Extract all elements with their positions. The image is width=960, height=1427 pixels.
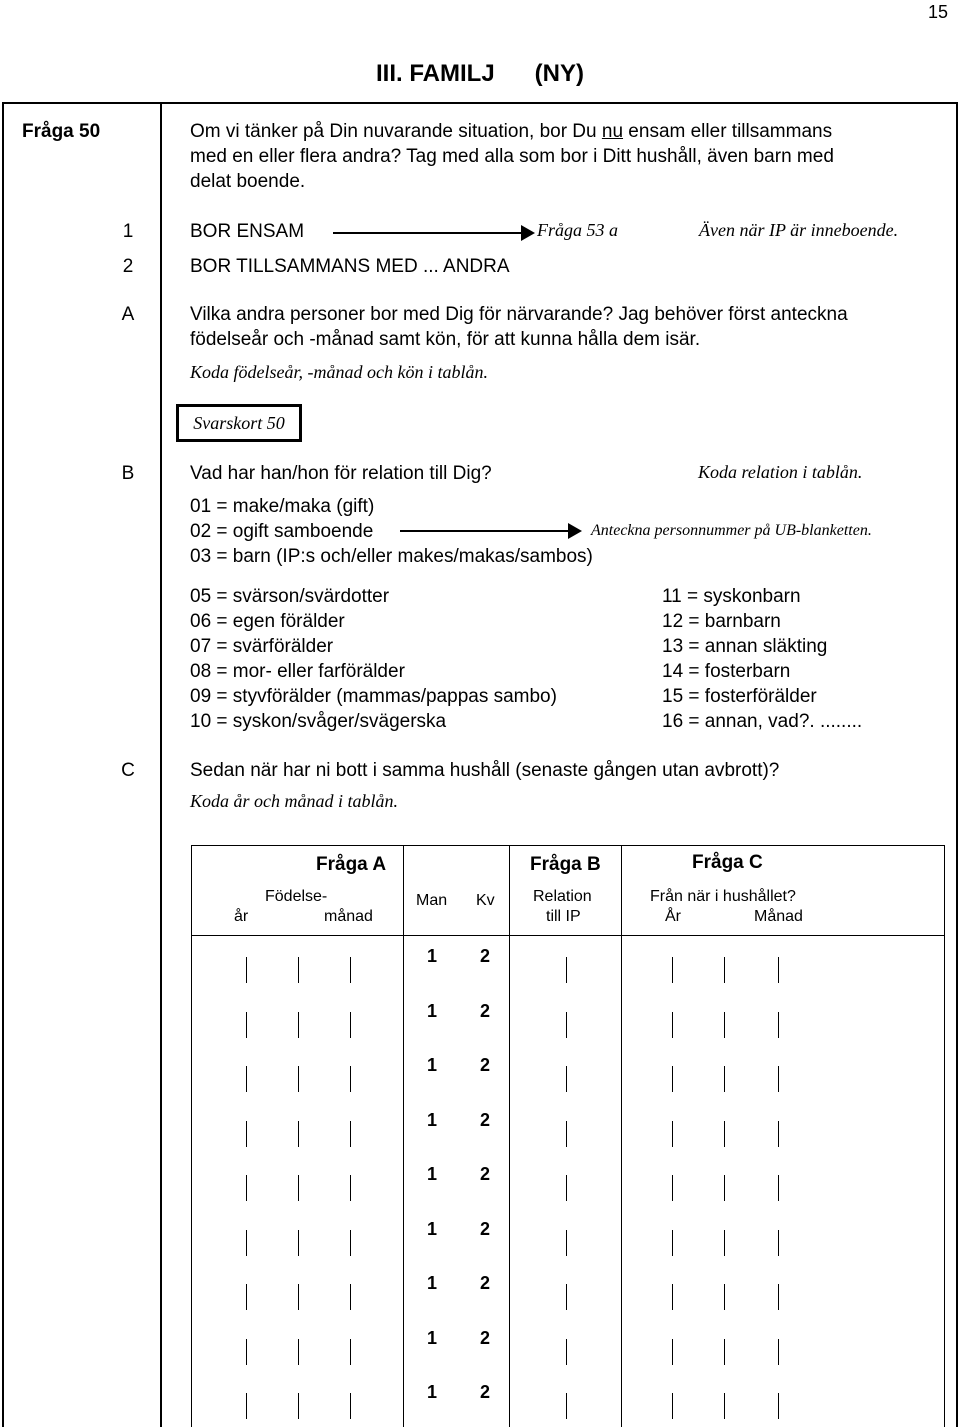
arrow-right-icon [333, 232, 533, 234]
title-suffix: (NY) [534, 60, 584, 87]
gender-option-kv[interactable]: 2 [480, 1327, 491, 1348]
table-header-a: Fråga A [316, 854, 387, 875]
entry-box-divider [350, 1175, 351, 1201]
intro-text-post: ensam eller tillsammans [623, 121, 833, 142]
gender-option-kv[interactable]: 2 [480, 1164, 491, 1184]
entry-box-divider [350, 1230, 351, 1256]
birth-month-label: månad [324, 908, 373, 925]
entry-box-divider [778, 1175, 779, 1201]
option-1-goto: Fråga 53 a [537, 220, 618, 240]
gender-option-kv[interactable]: 2 [480, 1055, 491, 1075]
entry-box-divider [778, 1121, 779, 1147]
intro-text-pre: Om vi tänker på Din nuvarande situation, bor Du [190, 121, 602, 142]
entry-box-divider [724, 1066, 725, 1092]
section-c-question: Sedan när har ni bott i samma hushåll (senaste gången utan avbrott)? [190, 760, 780, 781]
section-a-line-2: födelseår och -månad samt kön, för att kunna hålla dem isär. [190, 329, 701, 350]
relation-label-1: Relation [533, 888, 592, 905]
entry-box-divider [778, 1284, 779, 1310]
option-2-text: BOR TILLSAMMANS MED ... ANDRA [190, 256, 510, 277]
gender-option-man[interactable]: 1 [427, 1055, 438, 1075]
entry-box-divider [298, 1175, 299, 1201]
table-header-b: Fråga B [530, 854, 601, 875]
entry-box-divider [298, 1284, 299, 1310]
gender-option-kv[interactable]: 2 [480, 1273, 491, 1293]
entry-box-divider [778, 957, 779, 983]
entry-box-divider [566, 1339, 567, 1365]
question-label: Fråga 50 [22, 121, 101, 142]
entry-box-divider [298, 957, 299, 983]
column-divider [160, 102, 162, 1427]
entry-box-divider [246, 1284, 247, 1310]
entry-box-divider [246, 1230, 247, 1256]
relation-code-07: 07 = svärförälder [190, 636, 334, 657]
entry-box-divider [246, 1393, 247, 1419]
table-divider-mankv-relation [509, 845, 510, 1427]
table-divider-a-b [403, 845, 404, 1427]
section-b-question: Vad har han/hon för relation till Dig? [190, 463, 492, 484]
entry-box-divider [246, 1175, 247, 1201]
section-c-instruction: Koda år och månad i tablån. [190, 791, 399, 811]
section-a-line-1: Vilka andra personer bor med Dig för närvarande? Jag behöver först anteckna [190, 304, 848, 325]
birth-label: Födelse- [265, 888, 328, 905]
entry-box-divider [672, 1339, 673, 1365]
entry-box-divider [566, 957, 567, 983]
section-c-label: C [121, 760, 135, 781]
entry-box-divider [298, 1230, 299, 1256]
entry-box-divider [672, 957, 673, 983]
page-title [0, 60, 960, 88]
entry-box-divider [350, 1284, 351, 1310]
entry-box-divider [246, 957, 247, 983]
entry-box-divider [246, 1012, 247, 1038]
relation-code-01: 01 = make/maka (gift) [190, 496, 375, 517]
relation-label-2: till IP [546, 908, 581, 925]
option-1-text: BOR ENSAM [190, 221, 305, 242]
relation-code-16: 16 = annan, vad?. ........ [662, 711, 863, 732]
entry-box-divider [298, 1012, 299, 1038]
section-b-instruction: Koda relation i tablån. [698, 462, 863, 482]
entry-box-divider [566, 1230, 567, 1256]
entry-box-divider [672, 1393, 673, 1419]
entry-box-divider [724, 957, 725, 983]
relation-code-12: 12 = barnbarn [662, 611, 781, 632]
entry-box-divider [566, 1066, 567, 1092]
relation-code-15: 15 = fosterförälder [662, 686, 817, 707]
since-label: Från när i hushållet? [650, 888, 796, 905]
entry-box-divider [724, 1012, 725, 1038]
relation-code-10: 10 = syskon/svåger/svägerska [190, 711, 447, 732]
option-2-code: 2 [122, 256, 134, 277]
section-a-label: A [121, 304, 135, 325]
entry-box-divider [724, 1393, 725, 1419]
gender-option-man[interactable]: 1 [427, 1382, 438, 1402]
relation-code-05: 05 = svärson/svärdotter [190, 586, 390, 607]
intro-line-3: delat boende. [190, 171, 306, 192]
since-year-label: År [665, 908, 681, 925]
entry-box-divider [778, 1393, 779, 1419]
gender-option-man[interactable]: 1 [427, 1218, 438, 1239]
gender-option-man[interactable]: 1 [427, 946, 438, 966]
table-header-c: Fråga C [692, 852, 763, 873]
since-month-label: Månad [754, 908, 803, 925]
entry-box-divider [566, 1121, 567, 1147]
relation-code-03: 03 = barn (IP:s och/eller makes/makas/sambos) [190, 546, 593, 567]
entry-box-divider [298, 1339, 299, 1365]
entry-box-divider [724, 1175, 725, 1201]
page-number: 15 [927, 2, 948, 22]
entry-box-divider [566, 1393, 567, 1419]
entry-box-divider [778, 1230, 779, 1256]
entry-box-divider [350, 1066, 351, 1092]
entry-box-divider [566, 1012, 567, 1038]
option-1-code: 1 [122, 221, 134, 242]
answer-table [191, 845, 945, 1427]
section-a-instruction: Koda födelseår, -månad och kön i tablån. [190, 362, 488, 382]
entry-box-divider [350, 1393, 351, 1419]
arrow-right-icon [400, 530, 580, 532]
entry-box-divider [350, 1012, 351, 1038]
entry-box-divider [298, 1393, 299, 1419]
relation-code-06: 06 = egen förälder [190, 611, 345, 632]
entry-box-divider [672, 1066, 673, 1092]
gender-option-kv[interactable]: 2 [480, 1382, 491, 1402]
relation-code-11: 11 = syskonbarn [662, 586, 801, 607]
entry-box-divider [566, 1175, 567, 1201]
entry-box-divider [778, 1012, 779, 1038]
intro-text-underlined: nu [601, 121, 624, 142]
gender-option-man[interactable]: 1 [427, 1109, 438, 1130]
section-b-label: B [121, 463, 135, 484]
man-label: Man [416, 892, 448, 909]
answer-card-box: Svarskort 50 [176, 404, 302, 442]
entry-box-divider [350, 1339, 351, 1365]
kv-label: Kv [476, 892, 495, 909]
table-divider-b-c [621, 845, 622, 1427]
gender-option-man[interactable]: 1 [427, 1000, 438, 1021]
relation-code-08: 08 = mor- eller farförälder [190, 661, 405, 682]
entry-box-divider [566, 1284, 567, 1310]
birth-year-label: år [234, 908, 249, 925]
table-header-rule [191, 935, 945, 936]
relation-code-14: 14 = fosterbarn [662, 661, 791, 682]
gender-option-kv[interactable]: 2 [480, 946, 491, 966]
gender-option-man[interactable]: 1 [427, 1273, 438, 1293]
entry-box-divider [672, 1284, 673, 1310]
entry-box-divider [246, 1066, 247, 1092]
entry-box-divider [298, 1066, 299, 1092]
entry-box-divider [724, 1284, 725, 1310]
entry-box-divider [350, 1121, 351, 1147]
intro-line-2: med en eller flera andra? Tag med alla som bor i Ditt hushåll, även barn med [190, 146, 834, 167]
gender-option-man[interactable]: 1 [427, 1164, 438, 1184]
entry-box-divider [672, 1230, 673, 1256]
gender-option-kv[interactable]: 2 [480, 1218, 491, 1239]
entry-box-divider [350, 957, 351, 983]
gender-option-kv[interactable]: 2 [480, 1109, 491, 1130]
entry-box-divider [778, 1339, 779, 1365]
entry-box-divider [246, 1121, 247, 1147]
entry-box-divider [672, 1012, 673, 1038]
entry-box-divider [298, 1121, 299, 1147]
relation-code-13: 13 = annan släkting [662, 636, 828, 657]
relation-code-09: 09 = styvförälder (mammas/pappas sambo) [190, 686, 557, 707]
title-main: III. FAMILJ [375, 60, 495, 87]
gender-option-kv[interactable]: 2 [480, 1000, 491, 1021]
entry-box-divider [724, 1121, 725, 1147]
gender-option-man[interactable]: 1 [427, 1327, 438, 1348]
entry-box-divider [724, 1339, 725, 1365]
relation-code-02: 02 = ogift samboende [190, 521, 374, 542]
entry-box-divider [672, 1121, 673, 1147]
option-1-note: Även när IP är inneboende. [699, 220, 899, 240]
entry-box-divider [672, 1175, 673, 1201]
entry-box-divider [246, 1339, 247, 1365]
intro-line-1 [190, 119, 832, 144]
entry-box-divider [724, 1230, 725, 1256]
relation-code-02-note: Anteckna personnummer på UB-blanketten. [591, 522, 872, 539]
entry-box-divider [778, 1066, 779, 1092]
